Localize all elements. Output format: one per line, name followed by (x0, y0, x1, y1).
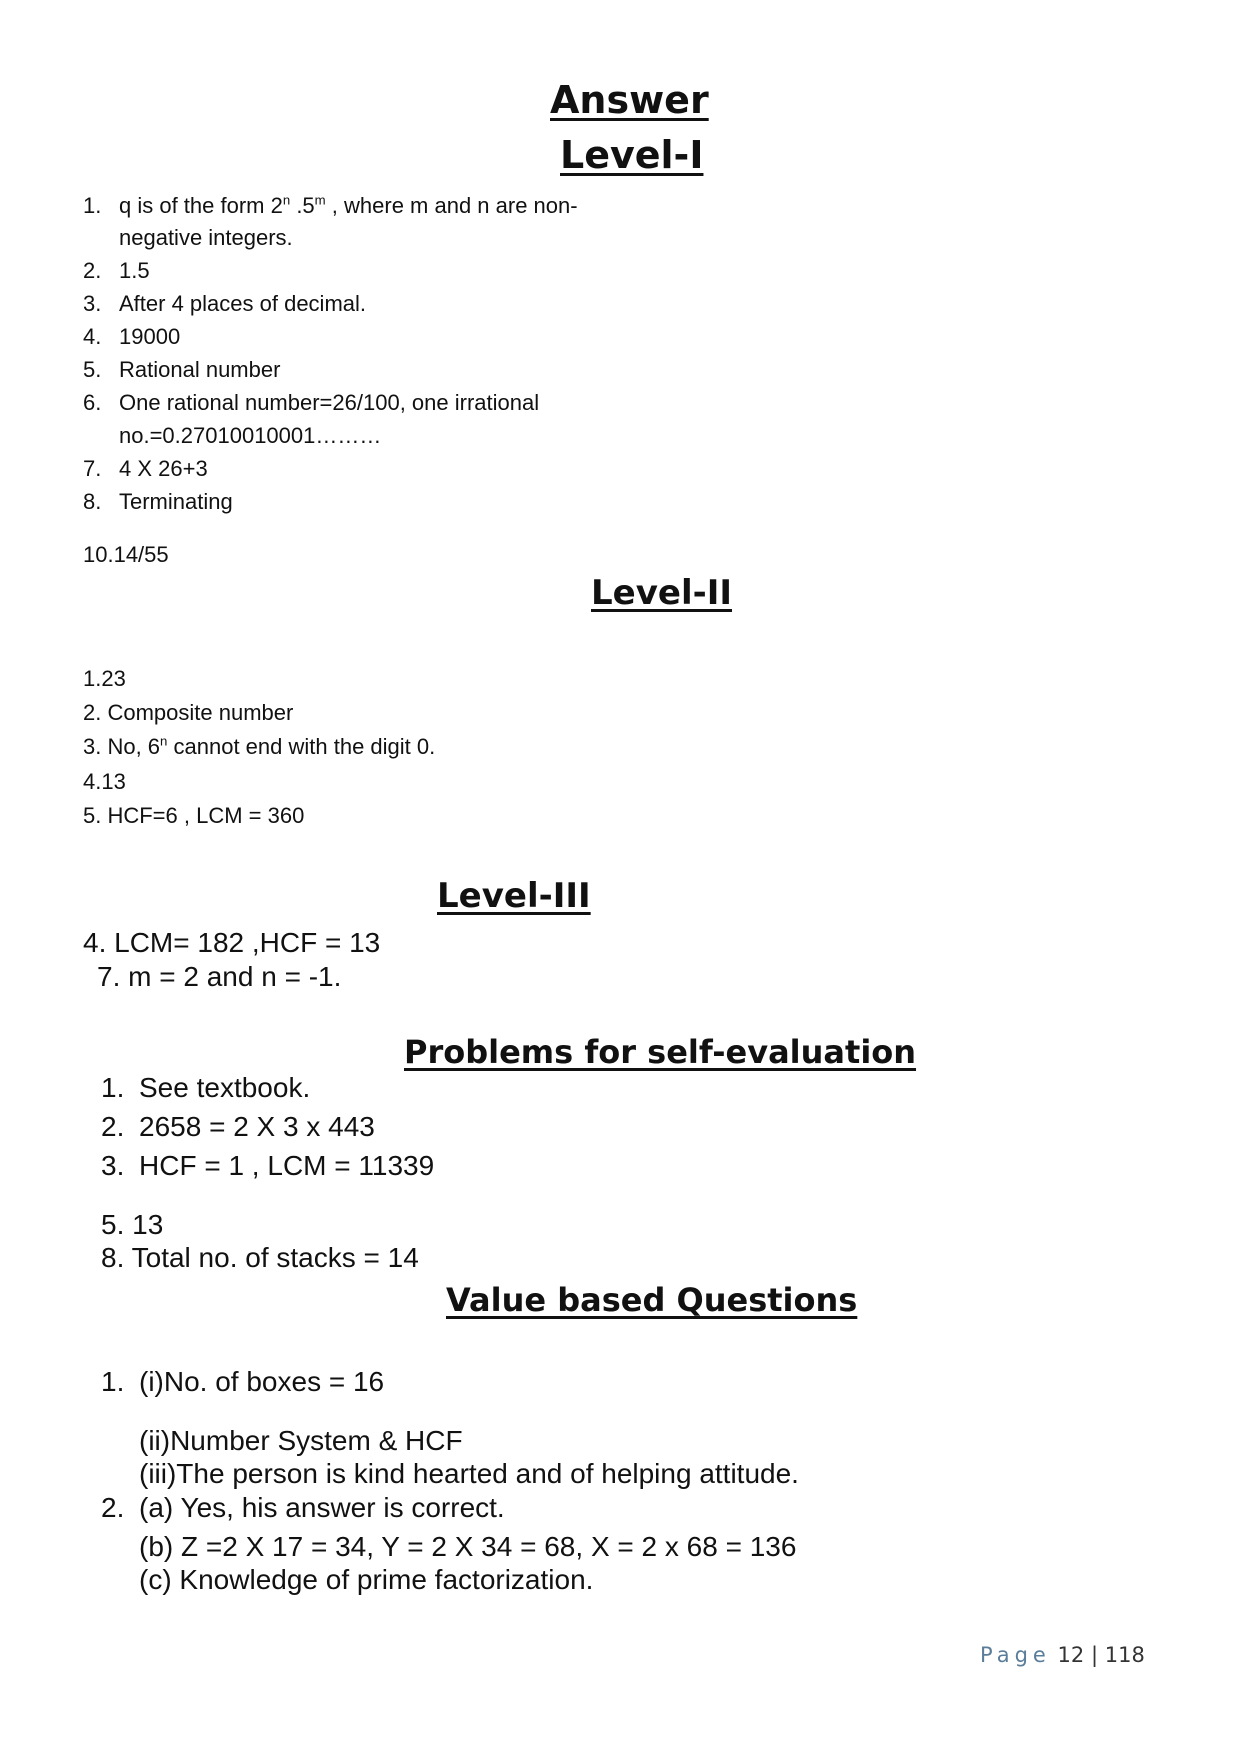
answer-heading: Answer (550, 78, 709, 122)
list-number: 1. (83, 193, 102, 218)
level1-item-4: 4. 19000 (83, 324, 181, 349)
level1-item-6: 6. One rational number=26/100, one irrational (83, 390, 540, 415)
level1-item-2: 2. 1.5 (83, 258, 150, 283)
page-number: 12 (1057, 1643, 1085, 1667)
level1-item-6-line2: no.=0.27010010001……… (119, 423, 382, 448)
value-based-heading: Value based Questions (446, 1281, 858, 1319)
level2-line-1: 1.23 (83, 666, 126, 691)
level1-item-8: 8. Terminating (83, 489, 233, 514)
level1-item-7: 7. 4 X 26+3 (83, 456, 208, 481)
page-separator: | (1090, 1643, 1099, 1667)
value-q1-iii: (iii)The person is kind hearted and of helping attitude. (139, 1458, 799, 1489)
level1-item-1: 1. q is of the form 2$^n$ .5$^m$ , where m and n are non- (83, 192, 578, 218)
self-eval-item-1: 1. See textbook. (101, 1072, 311, 1103)
level2-line-4: 4.13 (83, 769, 126, 794)
self-eval-item-3: 3. HCF = 1 , LCM = 11339 (101, 1150, 435, 1181)
level1-item-1-line2: negative integers. (119, 225, 293, 250)
level2-line-2: 2. Composite number (83, 700, 294, 725)
level1-item-3: 3. After 4 places of decimal. (83, 291, 367, 316)
level3-line-2: 7. m = 2 and n = -1. (97, 961, 342, 992)
level-2-heading: Level-II (591, 573, 733, 613)
level1-item-10: 10.14/55 (83, 542, 169, 567)
level2-line-3: 3. No, 6$^n$ cannot end with the digit 0. (83, 733, 436, 759)
value-q2-c: (c) Knowledge of prime factorization. (139, 1564, 594, 1595)
value-q1: 1. (i)No. of boxes = 16 (101, 1366, 385, 1397)
level-3-heading: Level-III (437, 876, 591, 916)
level2-line-5: 5. HCF=6 , LCM = 360 (83, 803, 305, 828)
self-eval-item-5: 5. 13 (101, 1209, 164, 1240)
page-total: 118 (1104, 1643, 1145, 1667)
level-1-heading: Level-I (560, 133, 704, 177)
value-q1-ii: (ii)Number System & HCF (139, 1425, 463, 1456)
page-footer (980, 1643, 1145, 1667)
self-eval-item-8: 8. Total no. of stacks = 14 (101, 1242, 419, 1273)
level3-line-1: 4. LCM= 182 ,HCF = 13 (83, 927, 381, 958)
self-evaluation-heading: Problems for self-evaluation (404, 1033, 917, 1071)
page-label: Page (980, 1643, 1051, 1667)
level1-item-5: 5. Rational number (83, 357, 281, 382)
value-q2-b: (b) Z =2 X 17 = 34, Y = 2 X 34 = 68, X = 2 x 68 = 136 (139, 1531, 797, 1562)
self-eval-item-2: 2. 2658 = 2 X 3 x 443 (101, 1111, 375, 1142)
value-q2: 2. (a) Yes, his answer is correct. (101, 1492, 505, 1523)
